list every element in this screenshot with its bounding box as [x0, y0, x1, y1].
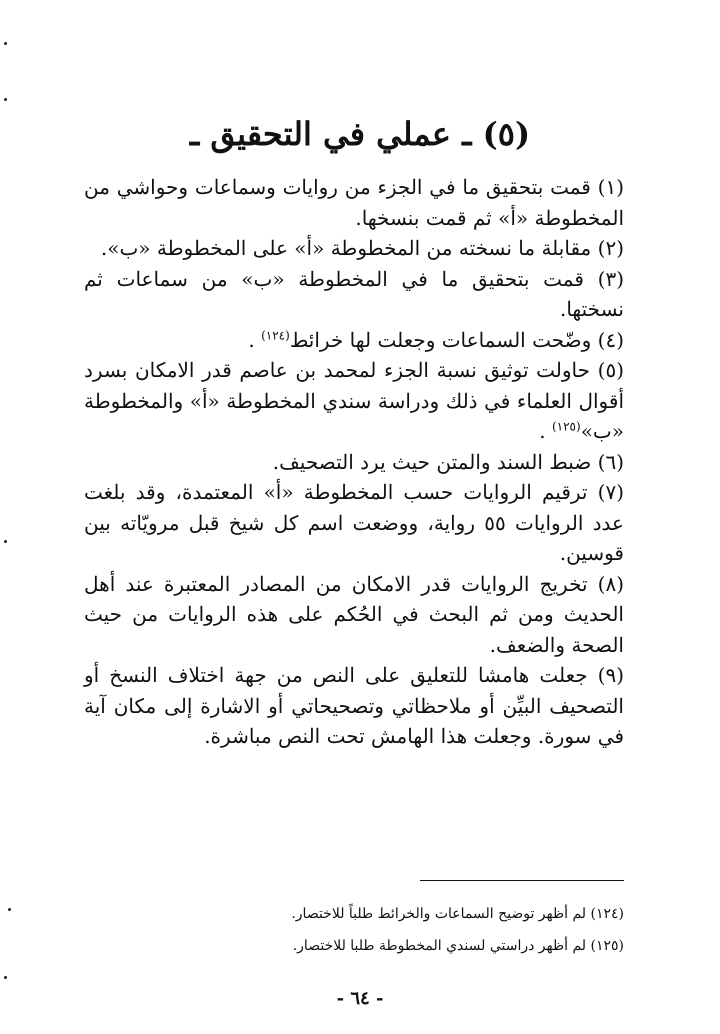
scan-speck: [4, 42, 7, 45]
footnotes: [84, 898, 624, 962]
footnote: (١٢٥) لم أظهر دراستي لسندي المخطوطة طلبا للاختصار.: [292, 938, 624, 954]
item-text: (٧) ترقيم الروايات حسب المخطوطة «أ» المعتمدة، وقد بلغت عدد الروايات ٥٥ رواية، ووضعت اسم كل شيخ قبل مرويّاته بين قوسين.: [84, 480, 624, 565]
scan-speck: [4, 976, 7, 979]
list-item: [84, 660, 624, 752]
footnote-divider: [420, 880, 624, 881]
footnote-reference[interactable]: (١٢٥): [551, 419, 581, 434]
section-title: (٥) ـ عملي في التحقيق ـ: [189, 115, 531, 153]
item-text: (٩) جعلت هامشا للتعليق على النص من جهة اختلاف النسخ أو التصحيف البيِّن أو ملاحظاتي وتصحيحاتي أو الاشارة إلى مكان آية في سورة. وجعلت هذا الهامش تحت النص مباشرة.: [84, 663, 624, 748]
item-text: (٦) ضبط السند والمتن حيث يرد التصحيف.: [272, 449, 624, 474]
list-item: [84, 233, 624, 264]
list-item: [84, 172, 624, 233]
footnote-reference[interactable]: (١٢٤): [261, 327, 290, 342]
list-item: [84, 325, 624, 356]
list-item: [84, 355, 624, 447]
list-item: [84, 264, 624, 325]
item-text: (٢) مقابلة ما نسخته من المخطوطة «أ» على المخطوطة «ب».: [100, 236, 624, 260]
item-text-end: .: [539, 419, 552, 443]
scan-speck: [4, 98, 7, 101]
item-text: (٨) تخريج الروايات قدر الامكان من المصادر المعتبرة عند أهل الحديث ومن ثم البحث في الحُكم على هذه الروايات من حيث الصحة والضعف.: [84, 571, 624, 657]
item-text-end: .: [248, 327, 262, 352]
item-text: (١) قمت بتحقيق ما في الجزء من روايات وسماعات وحواشي من المخطوطة «أ» ثم قمت بنسخها.: [84, 175, 624, 230]
scan-speck: [4, 540, 7, 543]
item-text: (٣) قمت بتحقيق ما في المخطوطة «ب» من سماعات ثم نسختها.: [84, 266, 624, 321]
item-text: (٥) حاولت توثيق نسبة الجزء لمحمد بن عاصم قدر الامكان بسرد أقوال العلماء في ذلك ودراسة سندي المخطوطة «أ» والمخطوطة «ب»: [84, 358, 624, 443]
scan-speck: [8, 908, 11, 911]
footnote: (١٢٤) لم أظهر توضيح السماعات والخرائط طلباً للاختصار.: [291, 906, 624, 922]
list-item: [84, 447, 624, 478]
body-text: [84, 172, 624, 752]
list-item: [84, 477, 624, 569]
page-number: - ٦٤ -: [336, 988, 384, 1009]
list-item: [84, 569, 624, 661]
item-text: (٤) وضّحت السماعات وجعلت لها خرائط: [289, 327, 624, 352]
